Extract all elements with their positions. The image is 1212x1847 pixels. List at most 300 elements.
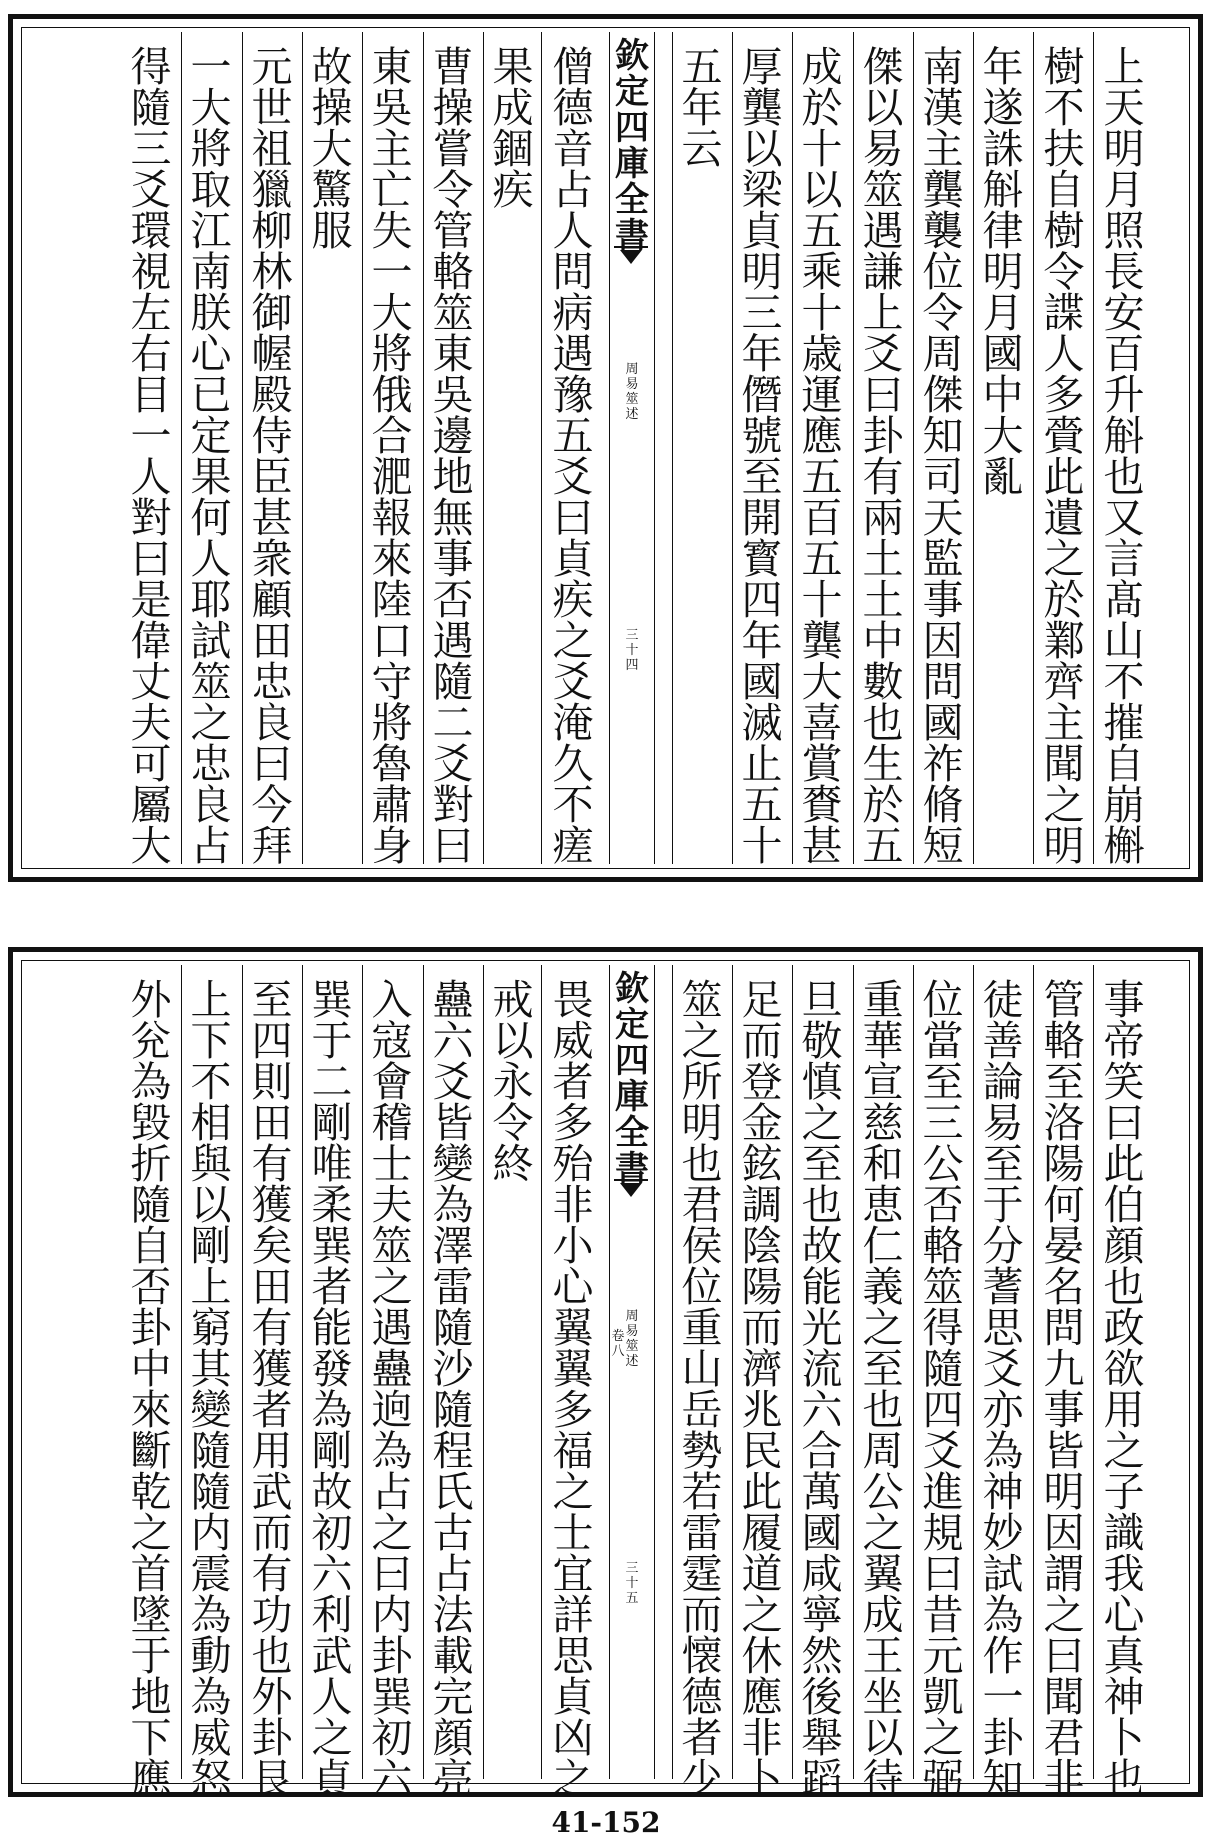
glyph: 不	[1103, 658, 1145, 706]
glyph: 戒	[492, 976, 534, 1024]
glyph: 也	[1103, 453, 1145, 501]
glyph: 非	[741, 1714, 783, 1762]
glyph: 令	[1043, 248, 1085, 296]
glyph: 獲	[251, 1345, 293, 1393]
glyph: 善	[982, 1017, 1024, 1065]
top-header-title: 欽 定 四 庫 全 書	[615, 36, 649, 256]
glyph: 賚	[801, 781, 843, 829]
glyph: 人	[130, 453, 172, 501]
glyph: 隨	[130, 84, 172, 132]
glyph: 御	[251, 289, 293, 337]
glyph: 筮	[681, 976, 723, 1024]
glyph: 貞	[552, 1673, 594, 1721]
glyph: 吳	[371, 84, 413, 132]
glyph: 初	[371, 1714, 413, 1762]
glyph: 發	[311, 1345, 353, 1393]
glyph: 君	[1043, 1714, 1085, 1762]
glyph: 巽	[311, 976, 353, 1024]
glyph: 沙	[432, 1345, 474, 1393]
glyph: 也	[681, 1140, 723, 1188]
glyph: 多	[1043, 371, 1085, 419]
glyph: 能	[311, 1304, 353, 1352]
glyph: 而	[681, 1591, 723, 1639]
glyph: 昔	[922, 1591, 964, 1639]
glyph: 之	[862, 1304, 904, 1352]
glyph: 稽	[371, 1099, 413, 1147]
glyph: 將	[371, 699, 413, 747]
text-column	[974, 976, 1032, 1803]
glyph: 年	[741, 617, 783, 665]
glyph: 翼	[552, 1345, 594, 1393]
glyph: 監	[922, 535, 964, 583]
glyph: 明	[1103, 125, 1145, 173]
glyph: 以	[741, 125, 783, 173]
glyph: 於	[862, 781, 904, 829]
glyph: 者	[552, 1058, 594, 1106]
glyph: 言	[1103, 535, 1145, 583]
glyph: 於	[1043, 576, 1085, 624]
glyph: 來	[130, 1386, 172, 1434]
glyph: 上	[190, 976, 232, 1024]
text-column	[793, 43, 851, 870]
glyph: 亂	[982, 453, 1024, 501]
glyph: 用	[251, 1427, 293, 1475]
glyph: 寧	[801, 1591, 843, 1639]
glyph: 聞	[1043, 1673, 1085, 1721]
glyph: 慎	[801, 1058, 843, 1106]
top-page	[8, 14, 1203, 882]
glyph: 四	[741, 576, 783, 624]
glyph: 於	[801, 84, 843, 132]
glyph: 和	[862, 1140, 904, 1188]
glyph: 人	[311, 1673, 353, 1721]
glyph: 自	[1043, 166, 1085, 214]
glyph: 不	[552, 781, 594, 829]
glyph: 陰	[741, 1222, 783, 1270]
glyph: 至	[741, 453, 783, 501]
glyph: 亮	[432, 1755, 474, 1803]
glyph: 窮	[190, 1304, 232, 1352]
top-fish-tail-mark	[614, 246, 648, 276]
glyph: 夫	[130, 699, 172, 747]
glyph: 月	[1103, 166, 1145, 214]
text-column	[424, 976, 482, 1803]
glyph: 顧	[251, 576, 293, 624]
glyph: 試	[190, 617, 232, 665]
glyph: 土	[862, 576, 904, 624]
glyph: 偉	[130, 617, 172, 665]
text-column	[243, 43, 301, 870]
glyph: 曰	[922, 1550, 964, 1598]
glyph: 東	[371, 43, 413, 91]
glyph: 顔	[1103, 1222, 1145, 1270]
glyph: 多	[552, 1386, 594, 1434]
glyph: 爻	[552, 658, 594, 706]
glyph: 天	[1103, 84, 1145, 132]
glyph: 樹	[1043, 43, 1085, 91]
glyph: 兩	[862, 494, 904, 542]
text-column	[914, 43, 972, 870]
glyph: 詳	[552, 1591, 594, 1639]
glyph: 舉	[801, 1714, 843, 1762]
glyph: 寳	[741, 535, 783, 583]
text-column	[303, 43, 361, 255]
glyph: 亦	[982, 1386, 1024, 1434]
glyph: 操	[432, 84, 474, 132]
glyph: 武	[251, 1468, 293, 1516]
glyph: 國	[922, 699, 964, 747]
glyph: 武	[311, 1632, 353, 1680]
glyph: 大	[190, 84, 232, 132]
glyph: 二	[311, 1058, 353, 1106]
text-column	[1095, 976, 1153, 1803]
glyph: 爻	[922, 1427, 964, 1475]
glyph: 乾	[130, 1468, 172, 1516]
glyph: 二	[432, 699, 474, 747]
glyph: 隨	[922, 1345, 964, 1393]
glyph: 之	[311, 1714, 353, 1762]
glyph: 聞	[1043, 740, 1085, 788]
glyph: 帝	[1103, 1017, 1145, 1065]
glyph: 錮	[492, 125, 534, 173]
glyph: 之	[922, 1714, 964, 1762]
glyph: 九	[1043, 1345, 1085, 1393]
glyph: 怒	[190, 1755, 232, 1803]
glyph: 厚	[741, 43, 783, 91]
glyph: 應	[801, 412, 843, 460]
glyph: 合	[371, 412, 413, 460]
glyph: 斷	[130, 1427, 172, 1475]
glyph: 于	[311, 1017, 353, 1065]
glyph: 年	[681, 84, 723, 132]
text-column	[484, 976, 542, 1188]
glyph: 卦	[862, 412, 904, 460]
glyph: 之	[862, 1509, 904, 1557]
glyph: 獲	[251, 1181, 293, 1229]
glyph: 龔	[922, 166, 964, 214]
glyph: 失	[371, 207, 413, 255]
glyph: 脩	[922, 781, 964, 829]
glyph: 下	[130, 1714, 172, 1762]
glyph: 十	[741, 822, 783, 870]
text-column	[854, 43, 912, 870]
glyph: 江	[190, 207, 232, 255]
glyph: 宜	[552, 1550, 594, 1598]
glyph: 旦	[801, 976, 843, 1024]
glyph: 徒	[982, 976, 1024, 1024]
glyph: 一	[371, 248, 413, 296]
glyph: 登	[741, 1058, 783, 1106]
glyph: 與	[190, 1140, 232, 1188]
glyph: 應	[741, 1673, 783, 1721]
glyph: 古	[432, 1509, 474, 1557]
glyph: 六	[371, 1755, 413, 1803]
glyph: 皆	[432, 1099, 474, 1147]
glyph: 事	[1043, 1386, 1085, 1434]
glyph: 地	[432, 453, 474, 501]
glyph: 定	[190, 412, 232, 460]
glyph: 十	[801, 125, 843, 173]
glyph: 一	[130, 412, 172, 460]
column-rule	[1093, 32, 1094, 864]
glyph: 翼	[862, 1550, 904, 1598]
glyph: 遇	[552, 330, 594, 378]
glyph: 應	[130, 1755, 172, 1803]
glyph: 何	[1043, 1181, 1085, 1229]
glyph: 取	[190, 166, 232, 214]
text-column	[914, 976, 972, 1803]
glyph: 亡	[371, 166, 413, 214]
top-center-strip	[609, 32, 655, 864]
glyph: 兊	[130, 1017, 172, 1065]
glyph: 華	[862, 1017, 904, 1065]
glyph: 位	[922, 248, 964, 296]
glyph: 也	[862, 699, 904, 747]
glyph: 心	[1103, 1591, 1145, 1639]
glyph: 侍	[251, 412, 293, 460]
glyph: 毀	[130, 1099, 172, 1147]
glyph: 此	[1043, 453, 1085, 501]
glyph: 者	[251, 1386, 293, 1434]
glyph: 可	[130, 740, 172, 788]
glyph: 曰	[862, 371, 904, 419]
glyph: 為	[982, 1591, 1024, 1639]
glyph: 思	[982, 1304, 1024, 1352]
glyph: 卦	[130, 1304, 172, 1352]
glyph: 甚	[801, 822, 843, 870]
glyph: 用	[1103, 1386, 1145, 1434]
glyph: 中	[130, 1345, 172, 1393]
glyph: 遇	[432, 617, 474, 665]
text-column	[1035, 976, 1093, 1803]
glyph: 山	[1103, 617, 1145, 665]
glyph: 明	[681, 1099, 723, 1147]
glyph: 陽	[1043, 1140, 1085, 1188]
glyph: 斛	[982, 166, 1024, 214]
glyph: 為	[432, 1181, 474, 1229]
glyph: 勢	[681, 1427, 723, 1475]
glyph: 五	[801, 453, 843, 501]
glyph: 國	[741, 658, 783, 706]
glyph: 道	[741, 1550, 783, 1598]
glyph: 内	[371, 1591, 413, 1639]
glyph: 年	[982, 43, 1024, 91]
glyph: 耶	[190, 576, 232, 624]
glyph: 爻	[130, 166, 172, 214]
glyph: 久	[552, 740, 594, 788]
glyph: 殿	[251, 371, 293, 419]
glyph: 小	[552, 1222, 594, 1270]
glyph: 德	[681, 1673, 723, 1721]
glyph: 長	[1103, 248, 1145, 296]
glyph: 令	[922, 289, 964, 337]
glyph: 首	[130, 1550, 172, 1598]
glyph: 遂	[982, 84, 1024, 132]
glyph: 威	[190, 1714, 232, 1762]
glyph: 十	[801, 289, 843, 337]
glyph: 服	[311, 207, 353, 255]
glyph: 義	[862, 1263, 904, 1311]
glyph: 管	[432, 207, 474, 255]
glyph: 賫	[1043, 412, 1085, 460]
glyph: 主	[922, 125, 964, 173]
glyph: 扶	[1043, 125, 1085, 173]
glyph: 病	[552, 289, 594, 337]
glyph: 心	[190, 330, 232, 378]
glyph: 之	[801, 1099, 843, 1147]
glyph: 中	[862, 617, 904, 665]
glyph: 視	[130, 248, 172, 296]
glyph: 短	[922, 822, 964, 870]
glyph: 陸	[371, 576, 413, 624]
glyph: 右	[130, 330, 172, 378]
glyph: 真	[1103, 1632, 1145, 1680]
glyph: 無	[432, 494, 474, 542]
glyph: 五	[741, 781, 783, 829]
glyph: 而	[251, 1509, 293, 1557]
text-column	[733, 976, 791, 1803]
glyph: 輅	[432, 248, 474, 296]
glyph: 十	[801, 576, 843, 624]
glyph: 後	[801, 1673, 843, 1721]
glyph: 占	[371, 1468, 413, 1516]
glyph: 隨	[432, 658, 474, 706]
glyph: 墜	[130, 1591, 172, 1639]
glyph: 因	[1043, 1509, 1085, 1557]
glyph: 利	[311, 1591, 353, 1639]
text-column	[243, 976, 301, 1803]
glyph: 對	[432, 781, 474, 829]
glyph: 成	[862, 1591, 904, 1639]
glyph: 開	[741, 494, 783, 542]
glyph: 土	[862, 535, 904, 583]
glyph: 身	[371, 822, 413, 870]
glyph: 之	[1103, 1427, 1145, 1475]
glyph: 程	[432, 1427, 474, 1475]
text-column	[1035, 43, 1093, 870]
glyph: 動	[190, 1632, 232, 1680]
glyph: 殆	[552, 1140, 594, 1188]
glyph: 南	[922, 43, 964, 91]
glyph: 是	[130, 576, 172, 624]
glyph: 會	[371, 1058, 413, 1106]
glyph: 果	[492, 43, 534, 91]
glyph: 凶	[552, 1714, 594, 1762]
text-column	[122, 43, 180, 870]
glyph: 咸	[801, 1550, 843, 1598]
glyph: 卜	[1103, 1714, 1145, 1762]
glyph: 操	[311, 84, 353, 132]
bottom-folio: 三 十 五	[625, 1561, 639, 1606]
glyph: 口	[371, 617, 413, 665]
glyph: 濟	[741, 1345, 783, 1393]
glyph: 占	[190, 822, 232, 870]
glyph: 重	[862, 976, 904, 1024]
glyph: 進	[922, 1468, 964, 1516]
glyph: 俄	[371, 371, 413, 419]
text-column	[182, 976, 240, 1803]
glyph: 作	[982, 1632, 1024, 1680]
glyph: 翼	[552, 1304, 594, 1352]
glyph: 合	[801, 1427, 843, 1475]
glyph: 問	[552, 248, 594, 296]
glyph: 諜	[1043, 289, 1085, 337]
glyph: 環	[130, 207, 172, 255]
bottom-fish-tail-mark	[614, 1179, 648, 1209]
glyph: 能	[801, 1263, 843, 1311]
glyph: 僧	[552, 43, 594, 91]
glyph: 卦	[251, 1714, 293, 1762]
glyph: 僭	[741, 371, 783, 419]
glyph: 陽	[741, 1263, 783, 1311]
column-rule	[1093, 965, 1094, 1779]
glyph: 足	[741, 976, 783, 1024]
text-column	[182, 43, 240, 870]
glyph: 良	[251, 699, 293, 747]
glyph: 至	[862, 1345, 904, 1393]
glyph: 下	[190, 1017, 232, 1065]
glyph: 輅	[1043, 1017, 1085, 1065]
glyph: 德	[552, 84, 594, 132]
glyph: 慈	[862, 1099, 904, 1147]
glyph: 完	[432, 1673, 474, 1721]
glyph: 欲	[1103, 1345, 1145, 1393]
glyph: 人	[190, 535, 232, 583]
glyph: 之	[552, 1468, 594, 1516]
glyph: 輅	[922, 1222, 964, 1270]
glyph: 忠	[251, 658, 293, 706]
glyph: 來	[371, 535, 413, 583]
glyph: 百	[801, 494, 843, 542]
glyph: 筮	[432, 289, 474, 337]
glyph: 五	[862, 822, 904, 870]
glyph: 鄴	[1043, 617, 1085, 665]
glyph: 恵	[862, 1181, 904, 1229]
glyph: 遺	[1043, 494, 1085, 542]
glyph: 淝	[371, 453, 413, 501]
glyph: 内	[190, 1509, 232, 1557]
glyph: 瘥	[552, 822, 594, 870]
glyph: 六	[311, 1550, 353, 1598]
glyph: 良	[190, 781, 232, 829]
glyph: 周	[922, 330, 964, 378]
glyph: 六	[801, 1386, 843, 1434]
text-column	[1095, 43, 1153, 870]
glyph: 臣	[251, 453, 293, 501]
glyph: 剛	[311, 1099, 353, 1147]
glyph: 曰	[371, 1550, 413, 1598]
glyph: 士	[371, 1140, 413, 1188]
glyph: 生	[862, 740, 904, 788]
glyph: 隨	[190, 1427, 232, 1475]
glyph: 大	[371, 289, 413, 337]
top-folio: 三 十 四	[625, 628, 639, 673]
text-column	[544, 976, 602, 1803]
glyph: 也	[1103, 1755, 1145, 1803]
glyph: 滅	[741, 699, 783, 747]
glyph: 乘	[801, 248, 843, 296]
glyph: 四	[922, 1386, 964, 1434]
glyph: 名	[1043, 1263, 1085, 1311]
column-rule	[1033, 32, 1034, 864]
glyph: 斛	[1103, 412, 1145, 460]
glyph: 筮	[371, 1222, 413, 1270]
text-column	[122, 976, 180, 1803]
glyph: 流	[801, 1345, 843, 1393]
glyph: 則	[251, 1058, 293, 1106]
glyph: 驚	[311, 166, 353, 214]
glyph: 為	[130, 1058, 172, 1106]
